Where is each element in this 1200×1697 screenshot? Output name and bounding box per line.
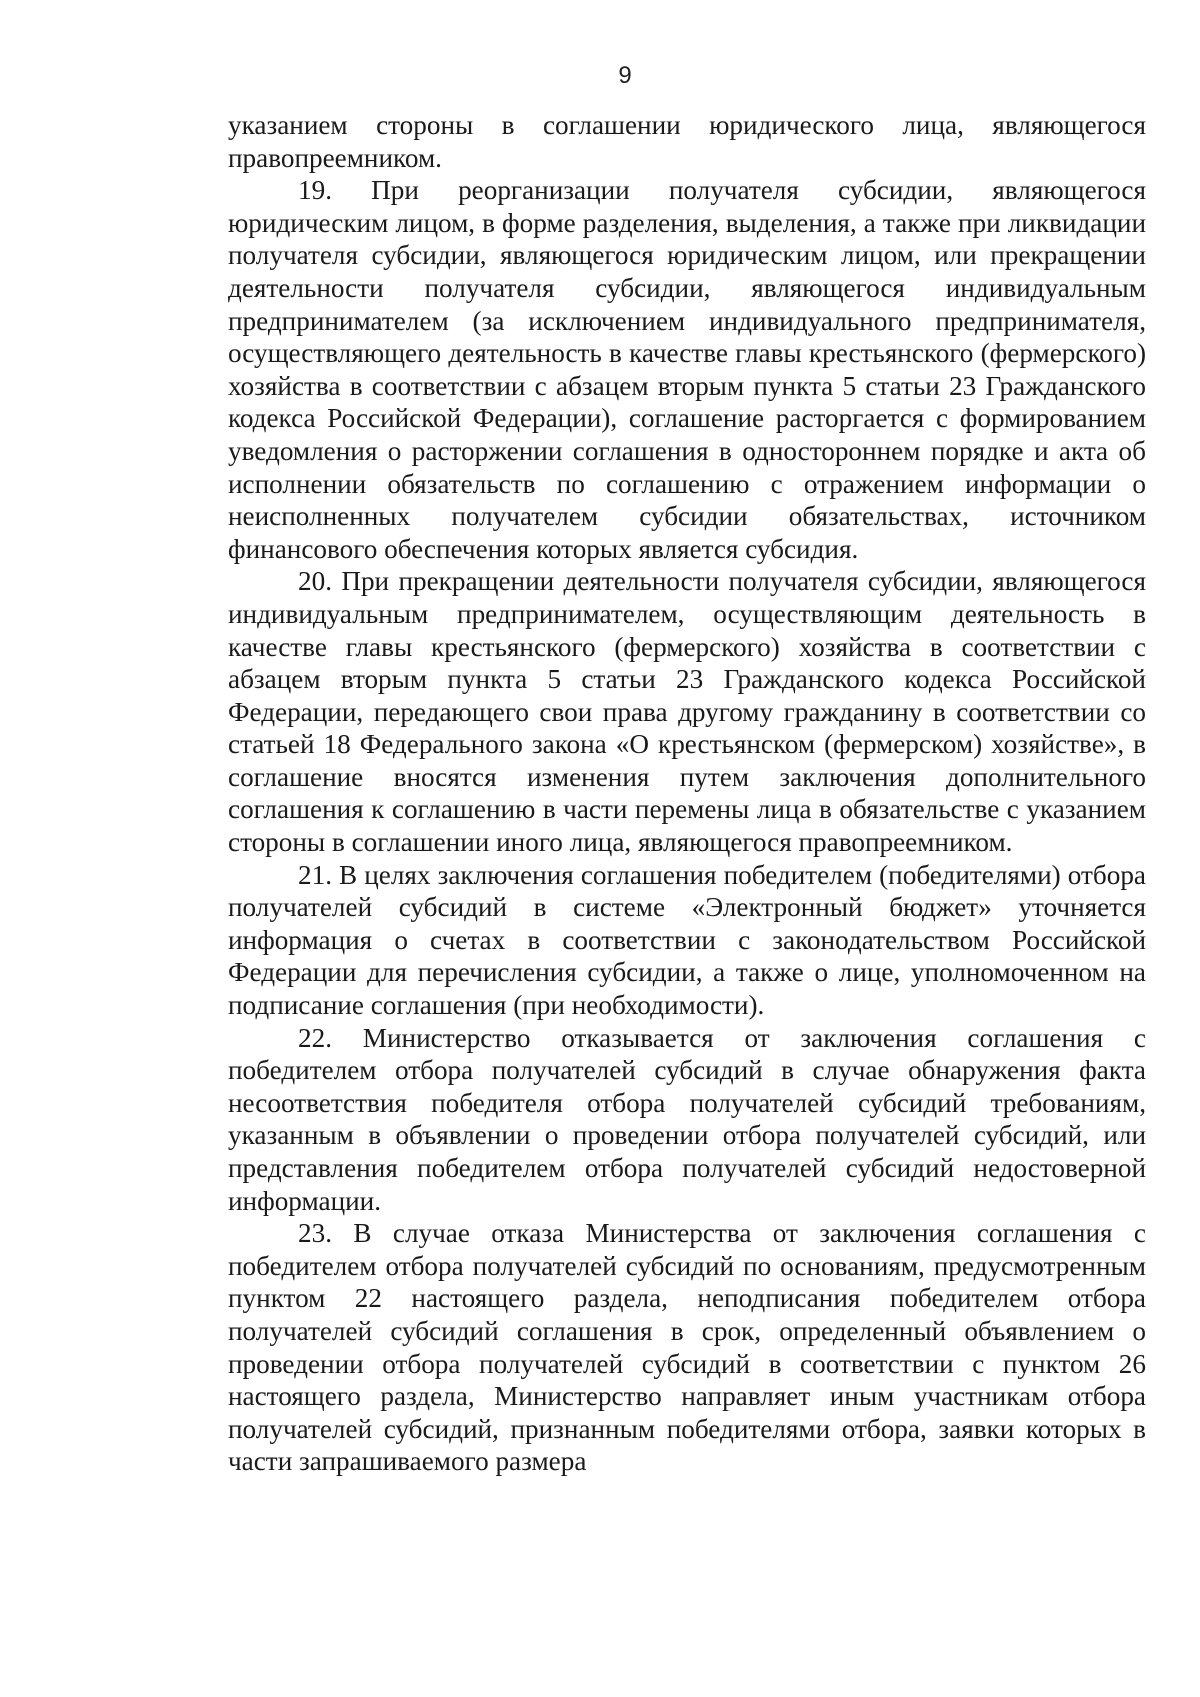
- paragraph-continuation: указанием стороны в соглашении юридического лица, являющегося правопреемником.: [228, 110, 1146, 173]
- paragraph-22: 22. Министерство отказывается от заключения соглашения с победителем отбора получателей субсидий в случае обнаружения факта несоответствия победителя отбора получателей субсидий требованиям, указанным в объявлении о проведении отбора получателей субсидий, или представления победителем отбора получателей субсидий недостоверной информации.: [228, 1022, 1146, 1216]
- document-body: [228, 109, 1146, 1478]
- page-number: 9: [618, 62, 632, 89]
- paragraph-20: 20. При прекращении деятельности получателя субсидии, являющегося индивидуальным предпринимателем, осуществляющим деятельность в качестве главы крестьянского (фермерского) хозяйства в соответствии с абзацем вторым пункта 5 статьи 23 Гражданского кодекса Российской Федерации, передающего свои права другому гражданину в соответствии со статьей 18 Федерального закона «О крестьянском (фермерском) хозяйстве», в соглашение вносятся изменения путем заключения дополнительного соглашения к соглашению в части перемены лица в обязательстве с указанием стороны в соглашении иного лица, являющегося правопреемником.: [228, 566, 1146, 858]
- paragraph-23: 23. В случае отказа Министерства от заключения соглашения с победителем отбора получателей субсидий по основаниям, предусмотренным пунктом 22 настоящего раздела, неподписания победителем отбора получателей субсидий соглашения в срок, определенный объявлением о проведении отбора получателей субсидий в соответствии с пунктом 26 настоящего раздела, Министерство направляет иным участникам отбора получателей субсидий, признанным победителями отбора, заявки которых в части запрашиваемого размера: [228, 1218, 1146, 1477]
- paragraph-21: 21. В целях заключения соглашения победителем (победителями) отбора получателей субсидий в системе «Электронный бюджет» уточняется информация о счетах в соответствии с законодательством Российской Федерации для перечисления субсидии, а также о лице, уполномоченном на подписание соглашения (при необходимости).: [228, 859, 1146, 1021]
- paragraph-19: 19. При реорганизации получателя субсидии, являющегося юридическим лицом, в форме разделения, выделения, а также при ликвидации получателя субсидии, являющегося юридическим лицом, или прекращении деятельности получателя субсидии, являющегося индивидуальным предпринимателем (за исключением индивидуального предпринимателя, осуществляющего деятельность в качестве главы крестьянского (фермерского) хозяйства в соответствии с абзацем вторым пункта 5 статьи 23 Гражданского кодекса Российской Федерации), соглашение расторгается с формированием уведомления о расторжении соглашения в одностороннем порядке и акта об исполнении обязательств по соглашению с отражением информации о неисполненных получателем субсидии обязательствах, источником финансового обеспечения которых является субсидия.: [228, 175, 1146, 564]
